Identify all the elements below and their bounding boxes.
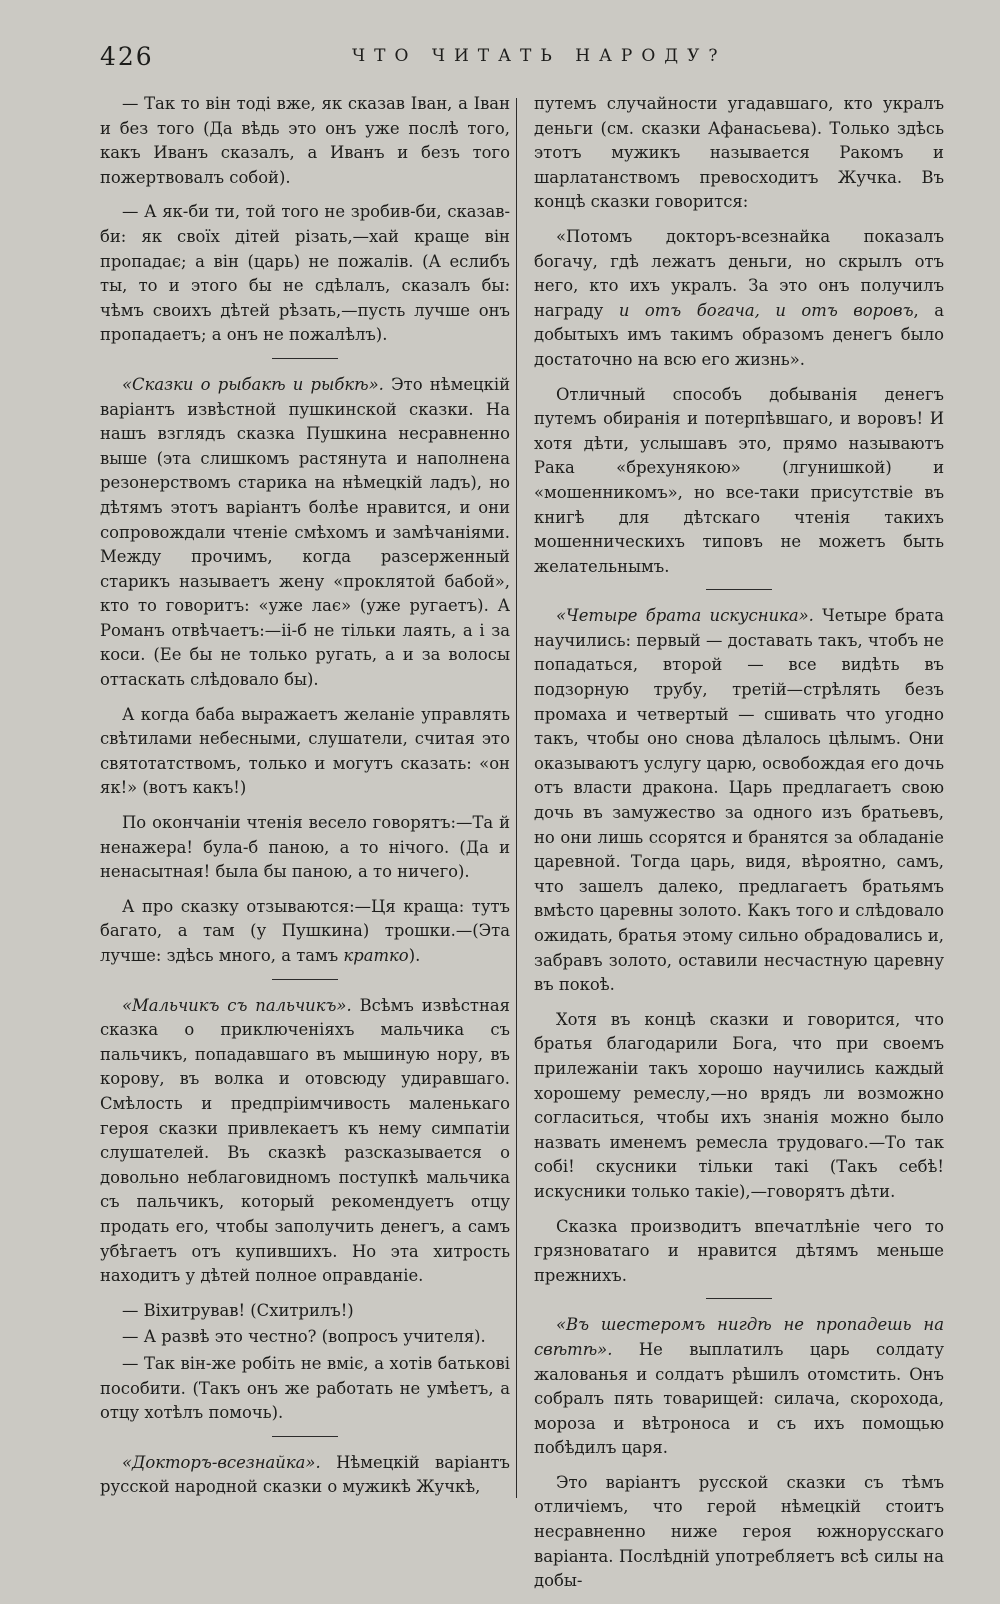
emphasis: кратко [343, 946, 409, 965]
section-paragraph [534, 1313, 944, 1461]
paragraph-text: , а добытыхъ имъ такимъ образомъ денегъ было достаточно на всю его жизнь». [534, 300, 945, 369]
section-paragraph [534, 604, 944, 998]
section-paragraph [100, 373, 510, 693]
section-separator [706, 589, 772, 590]
section-separator [272, 358, 338, 359]
paragraph [100, 895, 510, 969]
paragraph: А когда баба выражаетъ желаніе управлять свѣтилами небесными, слушатели, считая это святотатствомъ, только и могутъ сказать: «он як!» (вотъ какъ!) [100, 704, 510, 798]
paragraph: По окончаніи чтенія весело говорятъ:—Та й ненажера! була-б паною, а то нічого. (Да и ненасытная! была бы паною, а то ничего). [100, 813, 510, 882]
story-title: «Сказки о рыбакѣ и рыбкѣ». [122, 374, 384, 394]
story-title: «Докторъ-всезнайка». [122, 1452, 321, 1472]
page-number: 426 [100, 42, 154, 71]
paragraph-text: А про сказку отзываются:—Ця краща: тутъ багато, а там (у Пушкина) трошки.—(Эта лучше: здѣсь много, а тамъ [100, 896, 510, 965]
story-title: «Мальчикъ съ пальчикъ». [122, 995, 352, 1015]
dialogue-line: — А развѣ это честно? (вопросъ учителя). [122, 1327, 486, 1347]
dialogue-line: — Так він-же робіть не вміє, а хотів батькові пособити. (Такъ онъ же работать не умѣетъ, а отцу хотѣлъ помочь). [100, 1353, 510, 1423]
paragraph: — А як-би ти, той того не зробив-би, сказав-би: як своїх дітей різать,—хай краще він пропадає; а він (царь) не пожалів. (А еслибъ ты, то и этого бы не сдѣлалъ, сказалъ бы: чѣмъ своихъ дѣтей рѣзать,—пусть лучше онъ пропадаетъ; а онъ не пожалѣлъ). [100, 202, 510, 345]
running-title: ЧТО ЧИТАТЬ НАРОДУ? [352, 46, 727, 66]
story-title: «Четыре брата искусника». [556, 606, 814, 626]
section-text: Нѣмецкій варіантъ русской народной сказки о мужикѣ Жучкѣ, [100, 1452, 510, 1497]
section-paragraph [100, 994, 510, 1289]
section-text: Четыре брата научились: первый — доставать такъ, чтобъ не попадаться, второй — все видѣть въ подзорную трубу, третій—стрѣлять безъ промаха и четвертый — сшивать что угодно такъ, чтобы оно снова дѣлалось цѣлымъ. Они оказываютъ услугу царю, освобождая его дочь отъ власти дракона. Царь предлагаетъ свою дочь въ замужество за одного изъ братьевъ, но они лишь ссорятся и бранятся за обладаніе царевной. Тогда царь, видя, вѣроятно, самъ, что зашелъ далеко, предлагаетъ братьямъ вмѣсто царевны золото. Какъ того и слѣдовало ожидать, братья этому сильно обрадовались и, забравъ золото, оставили несчастную царевну въ покоѣ. [534, 606, 944, 995]
paragraph-text: «Потомъ докторъ-всезнайка показалъ богачу, гдѣ лежатъ деньги, но скрылъ отъ него, кто ихъ укралъ. За это онъ получилъ награду [534, 226, 944, 320]
paragraph: — Так то він тоді вже, як сказав Іван, а Іван и без того (Да вѣдь это онъ уже послѣ того, какъ Иванъ сказалъ, а Иванъ и безъ того пожертвовалъ собой). [100, 94, 510, 187]
story-title: «Въ шестеромъ нигдѣ не пропадешь на свѣтѣ». [534, 1315, 944, 1359]
section-paragraph [100, 1451, 510, 1500]
paragraph: Это варіантъ русской сказки съ тѣмъ отличіемъ, что герой нѣмецкій стоитъ несравненно ниже героя южнорусскаго варіанта. Послѣдній употребляетъ всѣ силы на добы- [534, 1472, 944, 1591]
dialogue-line: — Віхитрував! (Схитрилъ!) [122, 1300, 354, 1320]
section-text: Это нѣмецкій варіантъ извѣстной пушкинской сказки. На нашъ взглядъ сказка Пушкина несравненно выше (эта слишкомъ растянута и наполнена резонерствомъ старика на нѣмецкій ладъ), но дѣтямъ этотъ варіантъ болѣе нравится, и они сопровождали чтеніе смѣхомъ и замѣчаніями. Между прочимъ, когда разсерженный старикъ называетъ жену «проклятой бабой», кто то говоритъ: «уже лає» (уже ругаетъ). А Романъ отвѣчаетъ:—ii-б не тільки лаять, а і за коси. (Ее бы не только ругать, а и за волосы оттаскать слѣдовало бы). [100, 374, 510, 690]
paragraph: Отличный способъ добыванія денегъ путемъ обиранія и потерпѣвшаго, и воровъ! И хотя дѣти, услышавъ это, прямо называютъ Рака «брехунякою» (лгунишкой) и «мошенникомъ», но все-таки присутствіе въ книгѣ для дѣтскаго чтенія такихъ мошенническихъ типовъ не можетъ быть желательнымъ. [534, 384, 944, 576]
paragraph: Хотя въ концѣ сказки и говорится, что братья благодарили Бога, что при своемъ прилежаніи такъ хорошо научились каждый хорошему ремеслу,—но врядъ ли возможно согласиться, чтобы ихъ знанія можно было назвать именемъ ремесла трудоваго.—То так собі! скусники тільки такі (Такъ себѣ! искусники только такіе),—говорятъ дѣти. [534, 1009, 944, 1201]
left-column [100, 92, 510, 1510]
paragraph: путемъ случайности угадавшаго, кто укралъ деньги (см. сказки Афанасьева). Только здѣсь этотъ мужикъ называется Ракомъ и шарлатанствомъ превосходитъ Жучка. Въ концѣ сказки говорится: [534, 94, 944, 212]
section-separator [272, 979, 338, 980]
right-column [534, 92, 944, 1604]
section-separator [706, 1298, 772, 1299]
emphasis: и отъ богача, и отъ воровъ [618, 300, 914, 320]
quotation [534, 225, 944, 373]
section-separator [272, 1436, 338, 1437]
paragraph-text: ). [408, 946, 421, 965]
column-divider [516, 98, 517, 1498]
section-text: Не выплатилъ царь солдату жалованья и солдатъ рѣшилъ отомстить. Онъ собралъ пять товарищей: силача, скорохода, мороза и вѣтроноса и съ ихъ помощью побѣдилъ царя. [534, 1339, 944, 1458]
section-text: Всѣмъ извѣстная сказка о приключеніяхъ мальчика съ пальчикъ, попадавшаго въ мышиную нору, въ корову, въ волка и отовсюду удиравшаго. Смѣлость и предпріимчивость маленькаго героя сказки привлекаетъ къ нему симпатіи слушателей. Въ сказкѣ разсказывается о довольно неблаговидномъ поступкѣ мальчика съ пальчикъ, который рекомендуетъ отцу продать его, чтобы заполучить денегъ, а самъ убѣгаетъ отъ купившихъ. Но эта хитрость находитъ у дѣтей полное оправданіе. [100, 995, 511, 1286]
paragraph: Сказка производитъ впечатлѣніе чего то грязноватаго и нравится дѣтямъ меньше прежнихъ. [534, 1216, 944, 1285]
